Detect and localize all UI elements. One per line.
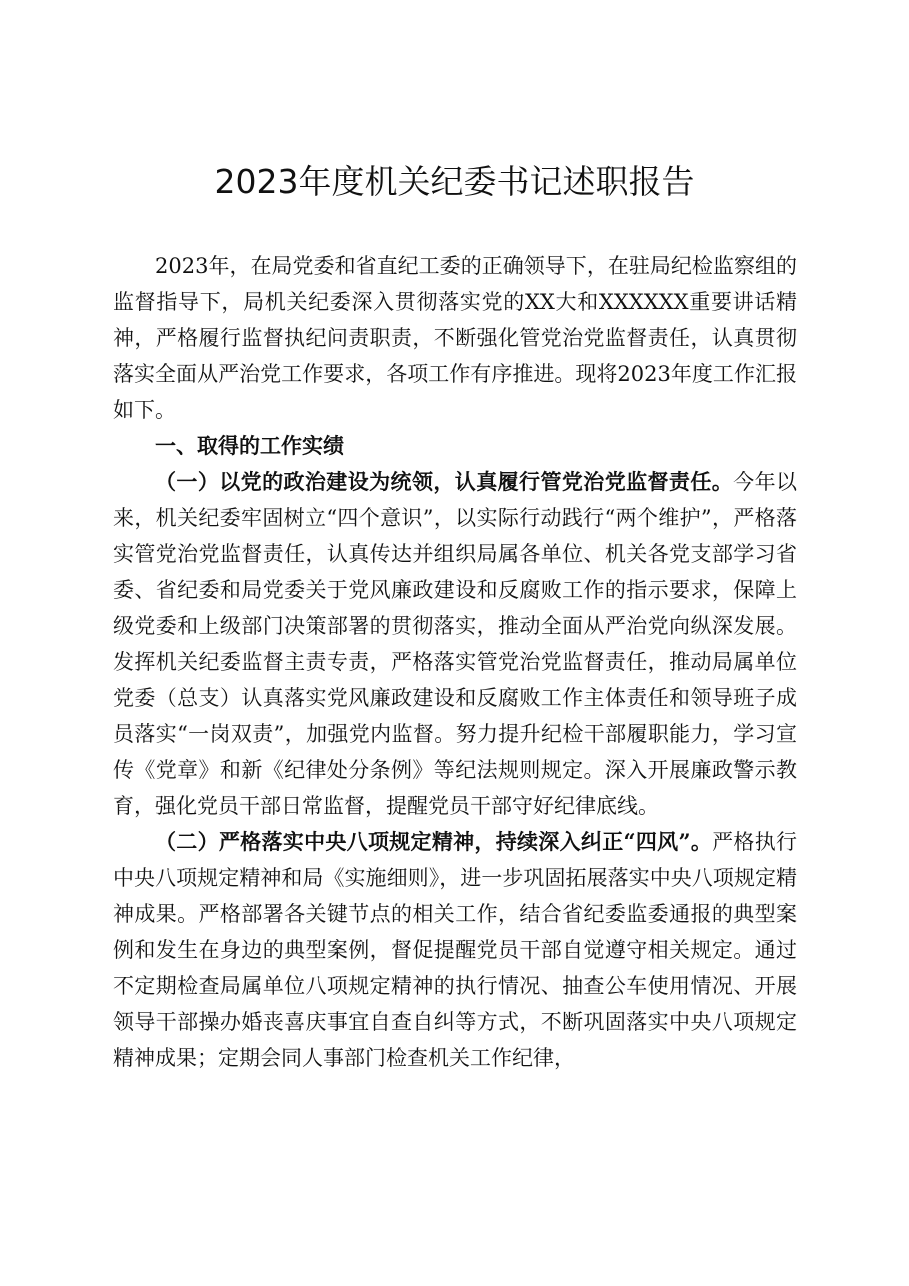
item-two-text: 严格执行中央八项规定精神和局《实施细则》，进一步巩固拓展落实中央八项规定精神成果。严格部署各关键节点的相关工作，结合省纪委监委通报的典型案例和发生在身边的典型案例，督促提醒党员干部自觉遵守相关规定。通过不定期检查局属单位八项规定精神的执行情况、抽查公车使用情况、开展领导干部操办婚丧喜庆事宜自查自纠等方式，不断巩固落实中央八项规定精神成果；定期会同人事部门检查机关工作纪律，	[113, 830, 798, 1070]
item-two-paragraph	[113, 824, 797, 1076]
item-one-text: 今年以来，机关纪委牢固树立“四个意识”，以实际行动践行“两个维护”，严格落实管党治党监督责任，认真传达并组织局属各单位、机关各党支部学习省委、省纪委和局党委关于党风廉政建设和反腐败工作的指示要求，保障上级党委和上级部门决策部署的贯彻落实，推动全面从严治党向纵深发展。发挥机关纪委监督主责专责，严格落实管党治党监督责任，推动局属单位党委（总支）认真落实党风廉政建设和反腐败工作主体责任和领导班子成员落实“一岗双责”，加强党内监督。努力提升纪检干部履职能力，学习宣传《党章》和新《纪律处分条例》等纪法规则规定。深入开展廉政警示教育，强化党员干部日常监督，提醒党员干部守好纪律底线。	[113, 470, 797, 818]
item-one-paragraph	[113, 464, 797, 824]
document-body	[113, 248, 797, 1076]
intro-paragraph: 2023年，在局党委和省直纪工委的正确领导下，在驻局纪检监察组的监督指导下，局机关纪委深入贯彻落实党的XX大和XXXXXX重要讲话精神，严格履行监督执纪问责职责，不断强化管党治党监督责任，认真贯彻落实全面从严治党工作要求，各项工作有序推进。现将2023年度工作汇报如下。	[113, 254, 797, 422]
section-heading: 一、取得的工作实绩	[155, 433, 344, 458]
page-title: 2023年度机关纪委书记述职报告	[214, 162, 695, 201]
item-two-lead: （二）严格落实中央八项规定精神，持续深入纠正“四风”。	[155, 829, 713, 854]
item-one-lead: （一）以党的政治建设为统领，认真履行管党治党监督责任。	[155, 469, 734, 494]
